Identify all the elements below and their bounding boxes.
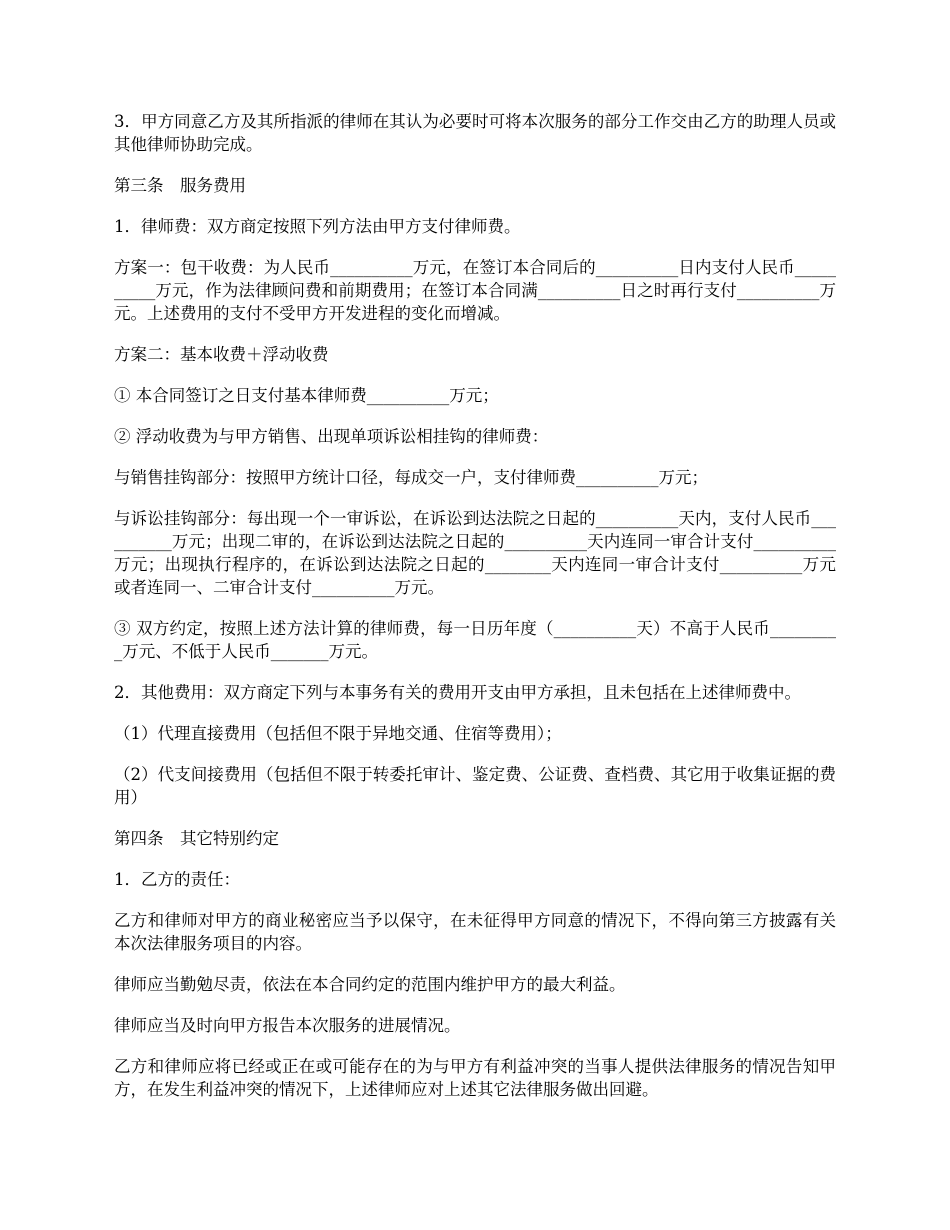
paragraph-litigation-linked: 与诉讼挂钩部分：每出现一个一审诉讼，在诉讼到达法院之日起的__________天内，支付人民币__________万元；出现二审的，在诉讼到达法院之日起的__________天内连同一审合计支付__________万元；出现执行程序的，在诉讼到达法院之日起的________天内连同一审合计支付__________万元或者连同一、二审合计支付__________万元。 bbox=[114, 509, 836, 597]
paragraph-indirect-expenses: （2）代支间接费用（包括但不限于转委托审计、鉴定费、公证费、查档费、其它用于收集证据的费用） bbox=[114, 765, 836, 807]
paragraph-conflict-of-interest: 乙方和律师应将已经或正在或可能存在的为与甲方有利益冲突的当事人提供法律服务的情况告知甲方，在发生利益冲突的情况下，上述律师应对上述其它法律服务做出回避。 bbox=[114, 1057, 836, 1099]
heading-article-3-service-fees: 第三条 服务费用 bbox=[114, 176, 246, 195]
paragraph-plan-two-item-1: ① 本合同签订之日支付基本律师费__________万元； bbox=[114, 386, 499, 405]
paragraph-plan-two-item-3: ③ 双方约定，按照上述方法计算的律师费，每一日历年度（__________天）不高于人民币_________万元、不低于人民币_______万元。 bbox=[114, 619, 836, 661]
paragraph-party-b-duties: 1．乙方的责任： bbox=[114, 870, 240, 889]
paragraph-plan-two-title: 方案二：基本收费＋浮动收费 bbox=[114, 345, 329, 364]
heading-article-4-special-terms: 第四条 其它特别约定 bbox=[114, 829, 279, 848]
paragraph-clause-3-assistance: 3．甲方同意乙方及其所指派的律师在其认为必要时可将本次服务的部分工作交由乙方的助理人员或其他律师协助完成。 bbox=[114, 112, 836, 154]
paragraph-progress-report: 律师应当及时向甲方报告本次服务的进展情况。 bbox=[114, 1016, 461, 1035]
paragraph-lawyer-fee: 1．律师费：双方商定按照下列方法由甲方支付律师费。 bbox=[114, 217, 521, 236]
paragraph-diligence: 律师应当勤勉尽责，依法在本合同约定的范围内维护甲方的最大利益。 bbox=[114, 975, 626, 994]
paragraph-other-fees: 2．其他费用：双方商定下列与本事务有关的费用开支由甲方承担，且未包括在上述律师费中。 bbox=[114, 683, 801, 702]
paragraph-confidentiality: 乙方和律师对甲方的商业秘密应当予以保守，在未征得甲方同意的情况下，不得向第三方披露有关本次法律服务项目的内容。 bbox=[114, 911, 836, 953]
paragraph-plan-one: 方案一：包干收费：为人民币__________万元，在签订本合同后的__________日内支付人民币__________万元，作为法律顾问费和前期费用；在签订本合同满__________日之时再行支付__________万元。上述费用的支付不受甲方开发进程的变化而增减。 bbox=[114, 258, 836, 323]
paragraph-plan-two-item-2: ② 浮动收费为与甲方销售、出现单项诉讼相挂钩的律师费： bbox=[114, 427, 549, 446]
paragraph-sales-linked: 与销售挂钩部分：按照甲方统计口径，每成交一户，支付律师费__________万元； bbox=[114, 468, 708, 487]
document-page bbox=[114, 110, 836, 1119]
paragraph-direct-expenses: （1）代理直接费用（包括但不限于异地交通、住宿等费用）； bbox=[114, 724, 562, 743]
